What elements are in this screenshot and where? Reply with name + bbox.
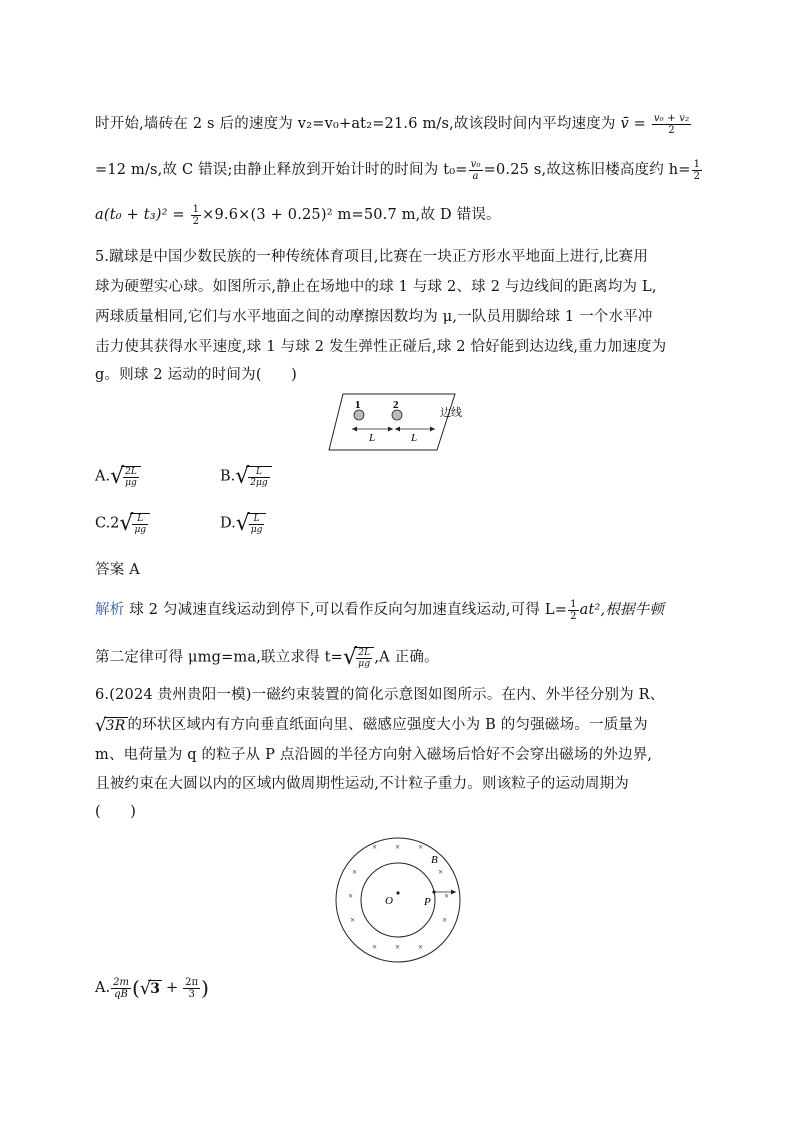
q5-line-5: g。则球 2 运动的时间为( ) bbox=[95, 367, 297, 383]
intro-line-3 bbox=[95, 203, 501, 227]
q5-line-3: 两球质量相同,它们与水平地面之间的动摩擦因数均为 μ,一队员用脚给球 1 一个水平冲 bbox=[95, 309, 653, 325]
q6-line-4: 且被约束在大圆以内的区域内做周期性运动,不计粒子重力。则该粒子的运动周期为 bbox=[95, 776, 630, 792]
arrow-head bbox=[352, 427, 357, 432]
edge-label: 边线 bbox=[440, 406, 462, 419]
cross-mark: × bbox=[418, 942, 424, 952]
q6-line-5: ( ) bbox=[95, 804, 137, 820]
fraction: $\frac{\text{v₀}}{a}$ bbox=[470, 158, 481, 182]
intro-text: ×9.6×(3 + 0.25)² m=50.7 m,故 D 错误。 bbox=[202, 207, 501, 223]
field-parallelogram bbox=[329, 394, 455, 450]
option-d bbox=[220, 511, 266, 536]
field-figure bbox=[325, 388, 475, 456]
cross-mark: × bbox=[418, 842, 424, 852]
sqrt: √ $\frac{L}{\mu g}$ bbox=[236, 511, 267, 536]
q5-line-2: 球为硬塑实心球。如图所示,静止在场地中的球 1 与球 2、球 2 与边线间的距离均为 L, bbox=[95, 279, 657, 295]
fraction: $\frac{2\pi}{3}$ bbox=[185, 976, 199, 1000]
cross-mark: × bbox=[444, 891, 450, 901]
q6-text: 的环状区域内有方向垂直纸面向里、磁感应强度大小为 B 的匀强磁场。一质量为 bbox=[127, 717, 648, 733]
intro-formula: a(t₀ + t₃)² = bbox=[95, 207, 185, 223]
plus-sign: + bbox=[166, 980, 179, 996]
arrow-head bbox=[395, 427, 400, 432]
option-label: D. bbox=[220, 515, 236, 532]
intro-line-1 bbox=[95, 112, 692, 136]
q6-option-a: A. $\frac{2m}{qB}$ (√3 + $\frac{2\pi}{3}$ ) bbox=[95, 976, 209, 1000]
explanation-text: ,A 正确。 bbox=[374, 649, 439, 666]
center-label: O bbox=[385, 895, 393, 907]
fraction: $\frac{2m}{qB}$ bbox=[113, 976, 129, 1000]
option-b bbox=[220, 464, 272, 489]
vbar: v̄ = bbox=[620, 116, 647, 132]
sqrt: √3R bbox=[95, 714, 126, 736]
q5-line-4: 击力使其获得水平速度,球 1 与球 2 发生弹性正碰后,球 2 恰好能到达边线,重力加速度为 bbox=[95, 339, 667, 355]
cross-mark: × bbox=[372, 942, 378, 952]
explanation-line-2 bbox=[95, 645, 439, 670]
fraction: $\frac{1}{2}$ bbox=[570, 598, 577, 622]
sqrt: √ $\frac{2L}{\mu g}$ bbox=[110, 464, 141, 489]
explanation-text: 球 2 匀减速直线运动到停下,可以看作反向匀加速直线运动,可得 L= bbox=[129, 602, 568, 618]
center-point bbox=[396, 891, 399, 894]
cross-mark: × bbox=[348, 891, 354, 901]
sqrt: √ $\frac{L}{\mu g}$ bbox=[119, 511, 150, 536]
cross-mark: × bbox=[350, 915, 356, 925]
q6-line-1: 6.(2024 贵州贵阳一模)一磁约束装置的简化示意图如图所示。在内、外半径分别为 R、 bbox=[95, 687, 665, 703]
q6-line-3: m、电荷量为 q 的粒子从 P 点沿圆的半径方向射入磁场后恰好不会穿出磁场的外边界, bbox=[95, 747, 653, 763]
ball-2 bbox=[392, 410, 402, 420]
ball-1 bbox=[354, 410, 364, 420]
option-label: B. bbox=[220, 468, 236, 485]
distance-label-1: L bbox=[369, 432, 376, 444]
option-label: A. bbox=[95, 468, 111, 485]
cross-mark: × bbox=[372, 842, 378, 852]
distance-label-2: L bbox=[411, 432, 418, 444]
cross-mark: × bbox=[442, 915, 448, 925]
fraction: $\frac{\text{v₀ + v₂}}{2}$ bbox=[653, 112, 690, 136]
q5-line-1: 5.蹴球是中国少数民族的一种传统体育项目,比赛在一块正方形水平地面上进行,比赛用 bbox=[95, 249, 649, 265]
intro-text: =0.25 s,故这栋旧楼高度约 h= bbox=[483, 162, 691, 178]
field-label: B bbox=[431, 854, 438, 866]
sqrt: √ $\frac{2L}{\mu g}$ bbox=[343, 645, 374, 670]
explanation-label: 解析 bbox=[95, 602, 125, 618]
intro-text: =12 m/s,故 C 错误;由静止释放到开始计时的时间为 t₀= bbox=[95, 162, 468, 178]
magnetic-ring-figure bbox=[328, 830, 468, 970]
sqrt: √ $\frac{L}{2\mu g}$ bbox=[235, 464, 271, 489]
intro-text: 时开始,墙砖在 2 s 后的速度为 v₂=v₀+at₂=21.6 m/s,故该段时间内平均速度为 bbox=[95, 116, 616, 132]
explanation-text: 第二定律可得 μmg=ma,联立求得 t= bbox=[95, 649, 344, 666]
point-p-label: P bbox=[424, 896, 431, 908]
explanation-line-1 bbox=[95, 598, 664, 622]
cross-mark: × bbox=[438, 867, 444, 877]
option-c bbox=[95, 511, 150, 536]
intro-line-2 bbox=[95, 158, 703, 182]
fraction: $\frac{1}{2}$ bbox=[192, 203, 200, 227]
arrow-head bbox=[451, 890, 456, 895]
arrow-head bbox=[388, 427, 393, 432]
ball-1-label: 1 bbox=[355, 399, 361, 411]
cross-mark: × bbox=[352, 867, 358, 877]
explanation-text: at²,根据牛顿 bbox=[579, 602, 665, 618]
option-label: A. bbox=[95, 980, 111, 996]
fraction: $\frac{1}{2}$ bbox=[693, 158, 701, 182]
ball-2-label: 2 bbox=[393, 399, 399, 411]
option-a bbox=[95, 464, 141, 489]
arrow-head bbox=[430, 427, 435, 432]
sqrt: √3 bbox=[139, 977, 160, 999]
cross-mark: × bbox=[395, 942, 401, 952]
answer: 答案 A bbox=[95, 562, 140, 578]
cross-mark: × bbox=[395, 842, 401, 852]
option-label: C.2 bbox=[95, 515, 120, 532]
q6-line-2 bbox=[95, 713, 648, 736]
